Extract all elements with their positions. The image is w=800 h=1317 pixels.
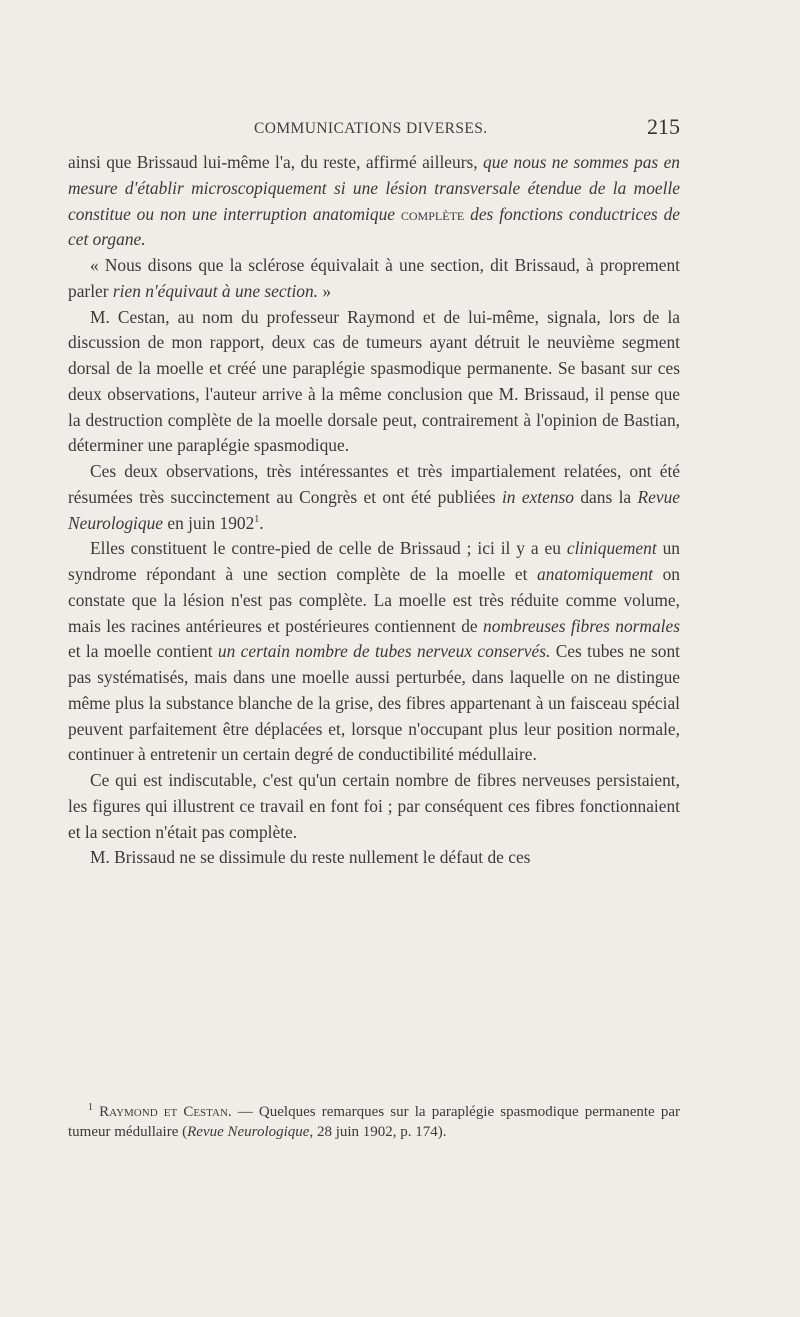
text-run: » xyxy=(318,280,332,301)
text-run: « Nous disons que la sclérose équivalait à une section, dit Brissaud, à proprement parler xyxy=(68,255,680,301)
text-run: Elles constituent le contre-pied de celle de Brissaud ; ici il y a eu xyxy=(90,538,567,559)
italic-run: que nous ne sommes pas en mesure d'établir microscopiquement si une lésion transversale étendue de la moelle constitue ou non une interruption anatomique xyxy=(68,152,680,224)
journal-title: Revue Neurologique xyxy=(187,1123,310,1140)
journal-title: Revue Neurologique xyxy=(68,486,680,533)
paragraph-6: Ce qui est indiscutable, c'est qu'un certain nombre de fibres nerveuses persistaient, les figures qui illustrent ce travail en font foi ; par conséquent ces fibres fonctionnaient et la section n'était pas complète. xyxy=(68,770,680,842)
text-run: et la moelle contient xyxy=(68,641,218,662)
paragraph-7: M. Brissaud ne se dissimule du reste nullement le défaut de ces xyxy=(90,847,531,868)
running-title: COMMUNICATIONS DIVERSES. xyxy=(254,120,488,137)
italic-run: un certain nombre de tubes nerveux conservés. xyxy=(217,641,551,662)
paragraph-3: M. Cestan, au nom du professeur Raymond et de lui-même, signala, lors de la discussion de mon rapport, deux cas de tumeurs ayant détruit le neuvième segment dorsal de la moelle et créé une paraplégie spasmodique permanente. Se basant sur ces deux observations, l'auteur arrive à la même conclusion que M. Brissaud, il pense que la destruction complète de la moelle dorsale peut, contrairement à l'opinion de Bastian, déterminer une paraplégie spasmodique. xyxy=(68,306,680,456)
text-run: ainsi que Brissaud lui-même l'a, du reste, affirmé ailleurs, xyxy=(68,152,483,172)
text-run: Ces deux observations, très intéressantes et très impartialement relatées, ont été résumées très succinctement au Congrès et ont été publiées xyxy=(68,461,680,507)
text-run: en juin 1902 xyxy=(163,512,255,533)
text-run: Ces tubes ne sont pas systématisés, mais dans une moelle aussi perturbée, dans laquelle on ne distingue même plus la substance blanche de la grise, des fibres appartenant à un faisceau spécial peuvent parfaitement être déplacées et, lorsque n'occupant plus leur position normale, continuer à entretenir un certain degré de conductibilité médullaire. xyxy=(68,641,681,765)
footnote-number: 1 xyxy=(88,1102,93,1113)
text-run: on constate que la lésion n'est pas complète. La moelle est très réduite comme volume, mais les racines antérieures et postérieures contiennent de xyxy=(68,564,680,636)
paragraph-4 xyxy=(68,459,680,536)
text-run: dans la xyxy=(573,486,638,507)
footnotes xyxy=(68,1103,680,1142)
footnote-marker: 1 xyxy=(254,513,260,525)
main-text xyxy=(68,150,680,871)
italic-run: des fonctions conductrices de cet organe. xyxy=(68,203,681,250)
text-run: . xyxy=(259,512,264,533)
text-run: . — Quelques remarques sur la paraplégie spasmodique permanente par tumeur médullaire ( xyxy=(68,1104,680,1140)
italic-run: in extenso xyxy=(501,486,574,507)
paragraph-2 xyxy=(68,253,680,305)
footnote-authors: Raymond et Cestan xyxy=(99,1104,228,1120)
paragraph-5 xyxy=(68,536,680,768)
italic-run: anatomiquement xyxy=(537,564,653,584)
paragraph-1 xyxy=(68,150,680,253)
page-header xyxy=(68,114,680,144)
page-number: 215 xyxy=(647,114,680,139)
small-caps-run: complète xyxy=(395,203,471,224)
italic-run: rien n'équivaut à une section. xyxy=(112,280,319,301)
text-run: , 28 juin 1902, p. 174). xyxy=(309,1123,447,1140)
italic-run: cliniquement xyxy=(566,538,657,559)
italic-run: nombreuses fibres normales xyxy=(483,615,680,636)
footnote-1 xyxy=(68,1103,680,1142)
text-run: un syndrome répondant à une section complète de la moelle et xyxy=(68,538,680,584)
